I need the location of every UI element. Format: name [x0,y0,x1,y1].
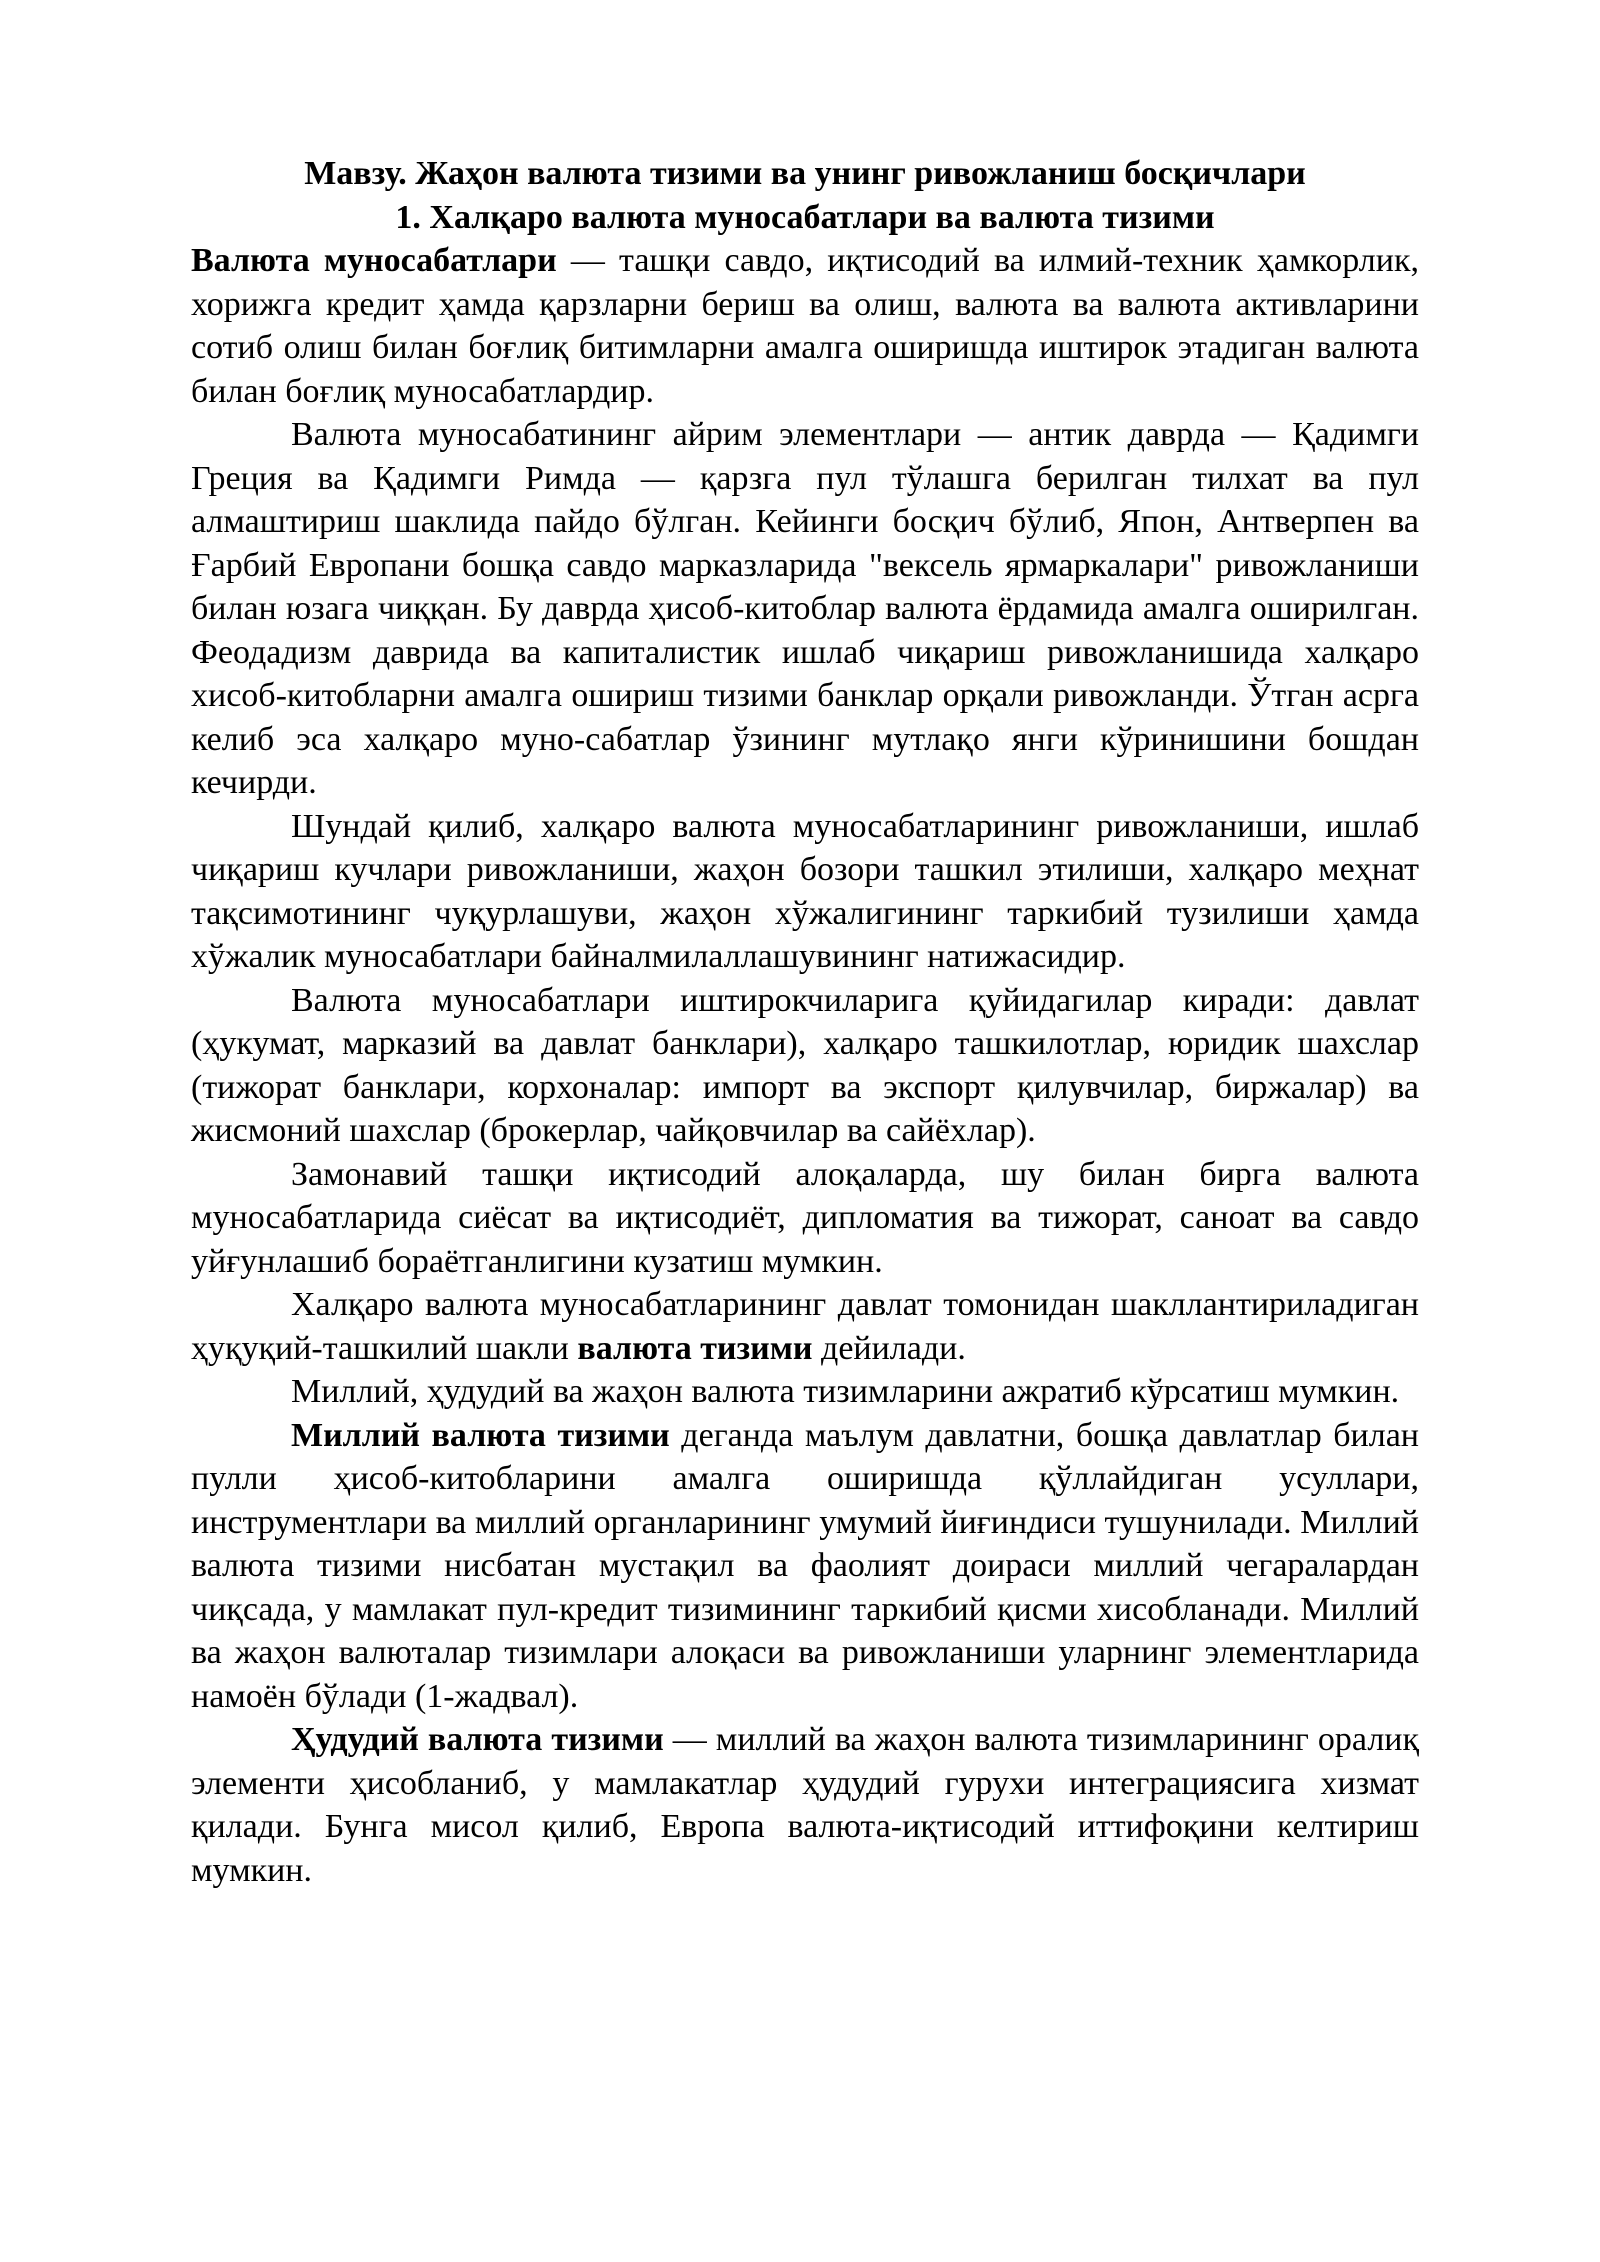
paragraph-8-text: деганда маълум давлатни, бошқа давлатлар билан пулли ҳисоб-китобларини амалга оширишда қўллайдиган усуллари, инструментлари ва миллий органларининг умумий йиғиндиси тушунилади. Миллий валюта тизими нисбатан мустақил ва фаолият доираси миллий чегаралардан чиқсада, у мамлакат пул-кредит тизимининг таркибий қисми хисобланади. Миллий ва жаҳон валюталар тизимлари алоқаси ва ривожланиши уларнинг элементларида намоён бўлади (1-жадвал). [191,1416,1419,1715]
paragraph-1-term: Валюта муносабатлари [191,242,557,279]
document-page [191,152,1419,1892]
paragraph-1 [191,239,1419,413]
paragraph-4-text: Валюта муносабатлари иштирокчиларига қуйидагилар киради: давлат (ҳукумат, марказий ва давлат банклари), халқаро ташкилотлар, юридик шахслар (тижорат банклари, корхоналар: импорт ва экспорт қилувчилар, биржалар) ва жисмоний шахслар (брокерлар, чайқовчилар ва сайёхлар). [191,981,1419,1149]
paragraph-9-term: Ҳудудий валюта тизими [291,1721,664,1758]
paragraph-8-term: Миллий валюта тизими [291,1416,670,1454]
paragraph-9-text: — миллий ва жаҳон валюта тизимларининг оралиқ элементи ҳисобланиб, у мамлакатлар ҳудудий гурухи интеграциясига хизмат қилади. Бунга мисол қилиб, Европа валюта-иқтисодий иттифоқини келтириш мумкин. [191,1721,1419,1889]
section-heading: 1. Халқаро валюта муносабатлари ва валюта тизими [395,198,1215,236]
paragraph-8 [191,1414,1419,1719]
paragraph-7-text: Миллий, ҳудудий ва жаҳон валюта тизимларини ажратиб кўрсатиш мумкин. [291,1373,1400,1410]
paragraph-6-text: Халқаро валюта муносабатларининг давлат томонидан шакллантириладиган ҳуқуқий-ташкилий шакли [191,1286,1419,1367]
paragraph-9 [191,1718,1419,1892]
paragraph-5 [191,1153,1419,1284]
paragraph-3 [191,805,1419,979]
paragraph-6 [191,1283,1419,1370]
paragraph-5-text: Замонавий ташқи иқтисодий алоқаларда, шу билан бирга валюта муносабатларида сиёсат ва иқтисодиёт, дипломатия ва тижорат, саноат ва савдо уйғунлашиб бораётганлигини кузатиш мумкин. [191,1155,1419,1280]
paragraph-6-term: валюта тизими [577,1329,813,1367]
paragraph-7 [191,1370,1419,1414]
paragraph-2-text: Валюта муносабатининг айрим элементлари — антик даврда — Қадимги Греция ва Қадимги Римда — қарзга пул тўлашга берилган тилхат ва пул алмаштириш шаклида пайдо бўлган. Кейинги босқич бўлиб, Япон, Антверпен ва Ғарбий Европани бошқа савдо марказларида "вексель ярмаркалари" ривожланиши билан юзага чиққан. Бу даврда ҳисоб-китоблар валюта ёрдамида амалга оширилган. Феодадизм даврида ва капиталистик ишлаб чиқариш ривожланишида халқаро хисоб-китобларни амалга ошириш тизими банклар орқали ривожланди. Ўтган асрга келиб эса халқаро муно-сабатлар ўзининг мутлақо янги кўринишини бошдан кечирди. [191,416,1419,801]
paragraph-2 [191,413,1419,805]
paragraph-3-text: Шундай қилиб, халқаро валюта муносабатларининг ривожланиши, ишлаб чиқариш кучлари ривожланиши, жаҳон бозори ташкил этилиши, халқаро меҳнат тақсимотининг чуқурлашуви, жаҳон хўжалигининг таркибий тузилиши ҳамда хўжалик муносабатлари байналмилаллашувининг натижасидир. [191,807,1419,975]
paragraph-6-text-after: дейилади. [812,1329,966,1367]
document-title: Мавзу. Жаҳон валюта тизими ва унинг ривожланиш босқичлари [304,155,1306,192]
paragraph-1-text: — ташқи савдо, иқтисодий ва илмий-техник ҳамкорлик, хорижга кредит ҳамда қарзларни бериш ва олиш, валюта ва валюта активларини сотиб олиш билан боғлиқ битимларни амалга оширишда иштирок этадиган валюта билан боғлиқ муносабатлардир. [191,242,1419,410]
paragraph-4 [191,979,1419,1153]
